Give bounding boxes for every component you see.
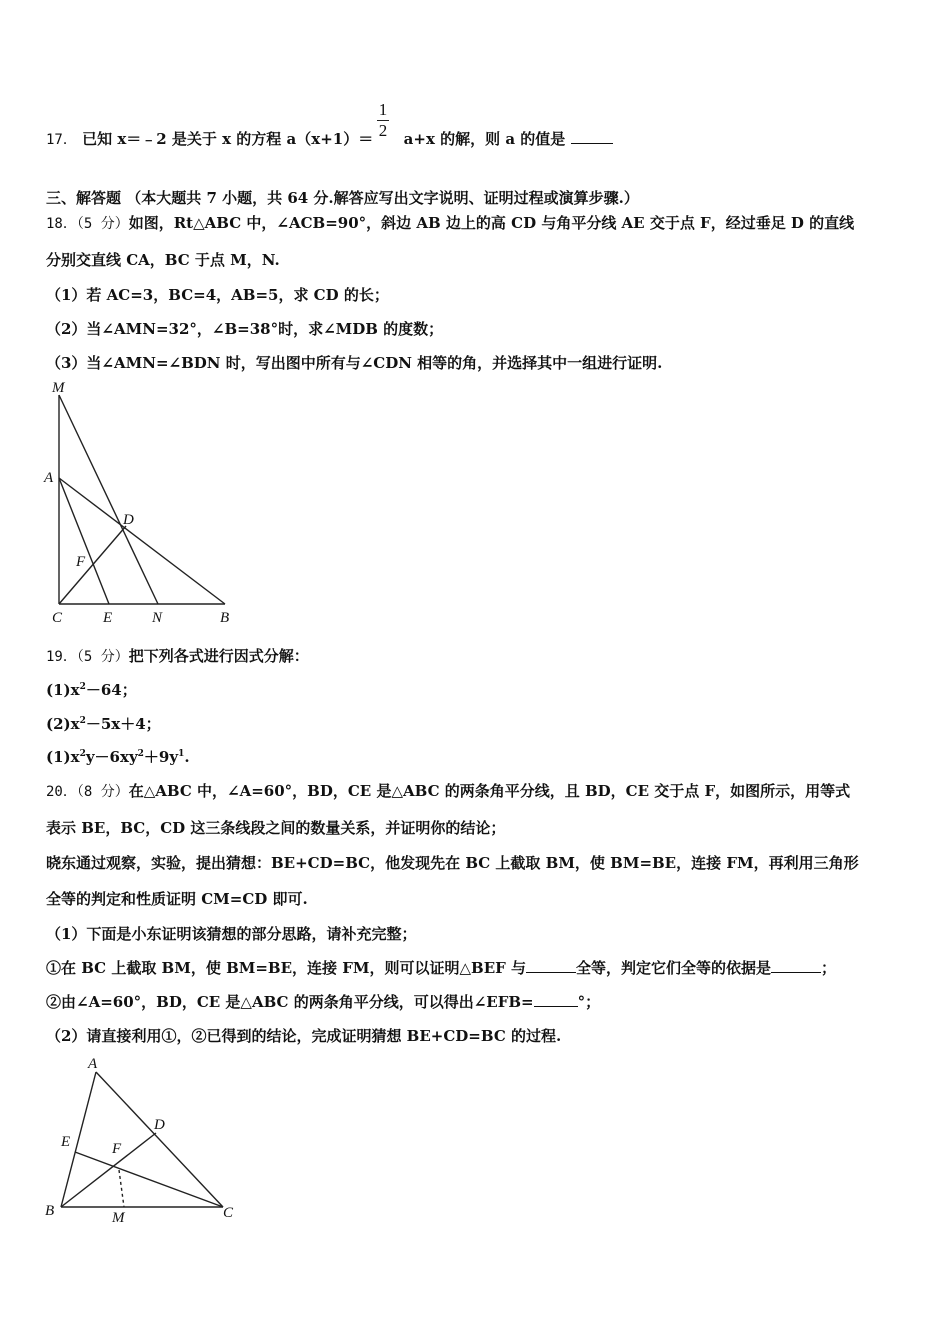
q20-figure <box>40 1050 250 1230</box>
section3-title: 三、解答题 （本大题共 7 小题，共 64 分.解答应写出文字说明、证明过程或演算步骤.） <box>46 189 639 207</box>
q19-item3: $(1)x^2y-6xy^2+9y^1$. <box>46 748 190 766</box>
label-C: C <box>52 610 63 626</box>
label-B: B <box>45 1203 55 1219</box>
segment-AC <box>96 1072 223 1207</box>
q18-line1 <box>46 212 854 233</box>
label-N: N <box>152 610 163 626</box>
q17-frac-numerator: 1 <box>378 100 388 119</box>
label-F: F <box>112 1141 122 1157</box>
q19-item1: $(1)x^2-64$； <box>46 681 137 699</box>
q17-frac-denominator: 2 <box>378 121 388 140</box>
label-A: A <box>44 470 54 486</box>
label-M: M <box>112 1210 125 1226</box>
q18-figure <box>40 378 240 628</box>
label-B: B <box>220 610 230 626</box>
label-C: C <box>223 1205 234 1221</box>
q20-step1: ①在 BC 上截取 BM，使 BM=BE，连接 FM，则可以证明△BEF 与 全等，判定它们全等的依据是 ； <box>46 959 837 977</box>
q18-score: （5 分） <box>76 216 129 232</box>
q18-stem-1: 如图，Rt△ABC 中，∠ACB=90°，斜边 AB 边上的高 CD 与角平分线 AE 交于点 F，经过垂足 D 的直线 <box>128 214 855 232</box>
q18-part2: （2）当∠AMN=32°，∠B=38°时，求∠MDB 的度数； <box>46 320 444 338</box>
segment-FM <box>119 1170 124 1207</box>
q18-part1: （1）若 AC=3，BC=4，AB=5，求 CD 的长； <box>46 286 389 304</box>
segment-BD <box>61 1133 156 1207</box>
q20-step2: ②由∠A=60°，BD，CE 是△ABC 的两条角平分线，可以得出∠EFB= °； <box>46 993 601 1011</box>
q19-item2: $(2)x^2-5x+4$； <box>46 715 161 733</box>
q20-part2: （2）请直接利用①，②已得到的结论，完成证明猜想 BE+CD=BC 的过程. <box>46 1027 562 1045</box>
label-E: E <box>103 610 113 626</box>
q20-score: （8 分） <box>76 784 129 800</box>
segment-MN <box>59 395 158 604</box>
q17-line <box>46 128 613 149</box>
label-D: D <box>154 1117 165 1133</box>
q20-line1 <box>46 780 850 801</box>
q20-blank-3[interactable] <box>534 992 578 1007</box>
q20-blank-2[interactable] <box>771 958 821 973</box>
label-A: A <box>88 1056 98 1072</box>
q19-score: （5 分） <box>76 649 129 665</box>
q17-text-after: a+x 的解，则 a 的值是 <box>403 130 566 148</box>
q20-number: 20． <box>46 784 77 800</box>
q20-stem-1: 在△ABC 中，∠A=60°，BD，CE 是△ABC 的两条角平分线，且 BD，CE 交于点 F，如图所示，用等式 <box>128 782 851 800</box>
q20-blank-1[interactable] <box>526 958 576 973</box>
segment-CD <box>59 526 126 604</box>
q17-number: 17． <box>46 132 77 148</box>
q18-line2: 分别交直线 CA，BC 于点 M，N. <box>46 251 280 269</box>
q20-line3: 晓东通过观察，实验，提出猜想：BE+CD=BC，他发现先在 BC 上截取 BM，使 BM=BE，连接 FM，再利用三角形 <box>46 854 859 872</box>
q20-line2: 表示 BE，BC，CD 这三条线段之间的数量关系，并证明你的结论； <box>46 819 506 837</box>
label-E: E <box>61 1134 71 1150</box>
q17-fraction <box>376 100 390 141</box>
q19-line <box>46 645 309 666</box>
q18-part3: （3）当∠AMN=∠BDN 时，写出图中所有与∠CDN 相等的角，并选择其中一组进行证明. <box>46 354 663 372</box>
q19-number: 19． <box>46 649 77 665</box>
label-D: D <box>123 512 134 528</box>
label-M: M <box>52 380 65 396</box>
q18-number: 18． <box>46 216 77 232</box>
q19-stem: 把下列各式进行因式分解： <box>128 647 309 665</box>
q17-answer-blank[interactable] <box>571 129 613 144</box>
q17-text-before: 已知 x＝﹣2 是关于 x 的方程 a（x+1）＝ <box>82 130 374 148</box>
q20-line4: 全等的判定和性质证明 CM=CD 即可. <box>46 890 308 908</box>
label-F: F <box>76 554 86 570</box>
q20-part1: （1）下面是小东证明该猜想的部分思路，请补充完整； <box>46 925 417 943</box>
